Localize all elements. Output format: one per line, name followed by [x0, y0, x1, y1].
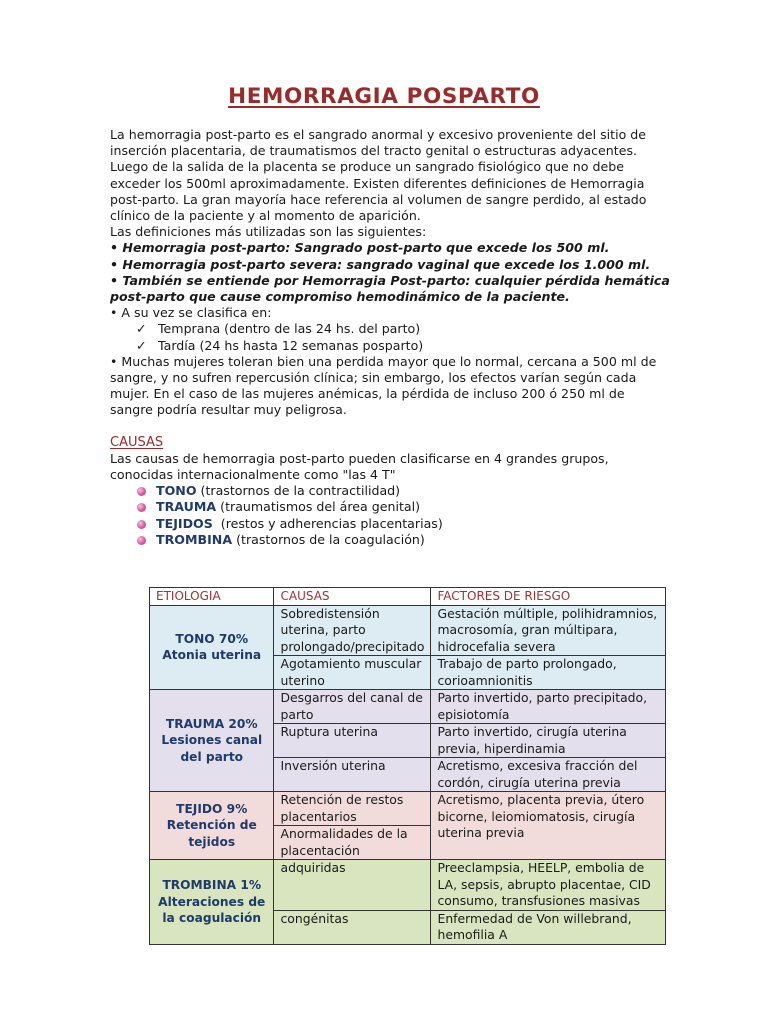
- cause-name: TRAUMA: [156, 499, 217, 515]
- table-header-cell: ETIOLOGIA: [150, 588, 274, 606]
- pink-bullet-icon: [137, 503, 146, 512]
- etiology-table: [149, 587, 666, 945]
- cause-cell: Sobredistensión uterina, parto prolongado/precipitado: [274, 605, 431, 656]
- etiology-cell: [150, 860, 274, 945]
- pink-bullet-icon: [137, 536, 146, 545]
- cause-list-item: [110, 499, 670, 515]
- cause-list-item: [110, 483, 670, 499]
- table-row: [150, 690, 666, 724]
- paragraph: • A su vez se clasifica en:: [110, 305, 272, 321]
- checkmark-icon: ✓: [136, 321, 147, 337]
- cause-cell: Retención de restos placentarios: [274, 792, 431, 826]
- table-row: [150, 860, 666, 911]
- etiology-cell: [150, 792, 274, 860]
- cause-description: (trastornos de la contractilidad): [196, 483, 401, 499]
- check-list-item: [110, 321, 670, 337]
- etiology-description: Alteraciones de la coagulación: [158, 894, 266, 925]
- cause-cell: Agotamiento muscular uterino: [274, 656, 431, 690]
- risk-factor-cell: Acretismo, placenta previa, útero bicorne, leiomiomatosis, cirugía uterina previa: [431, 792, 666, 860]
- risk-factor-cell: Preeclampsia, HEELP, embolia de LA, sepsis, abrupto placentae, CID consumo, transfusiones masivas: [431, 860, 666, 911]
- risk-factor-cell: Parto invertido, parto precipitado, episiotomía: [431, 690, 666, 724]
- checkmark-icon: ✓: [136, 337, 147, 353]
- paragraph: post-parto. La gran mayoría hace referencia al volumen de sangre perdido, al estado clínico de la paciente y al momento de aparición.: [110, 191, 647, 224]
- cause-list-item: [110, 532, 670, 548]
- etiology-label: TRAUMA 20%: [165, 716, 258, 731]
- etiology-description: Atonia uterina: [162, 648, 262, 663]
- table-row: [150, 605, 666, 656]
- etiology-label: TONO 70%: [175, 631, 249, 646]
- section-heading-causas: CAUSAS: [110, 434, 164, 450]
- paragraph: La hemorragia post-parto es el sangrado anormal y excesivo proveniente del sitio de inserción placentaria, de traumatismos del tracto genital o estructuras adyacentes.: [110, 127, 647, 159]
- etiology-cell: [150, 605, 274, 690]
- pink-bullet-icon: [137, 487, 146, 496]
- etiology-label: TROMBINA 1%: [162, 878, 262, 892]
- cause-description: (restos y adherencias placentarias): [212, 515, 443, 531]
- table-header-cell: CAUSAS: [274, 588, 431, 606]
- cause-cell: Desgarros del canal de parto: [274, 690, 431, 724]
- definition-item: • Hemorragia post-parto: Sangrado post-parto que excede los 500 ml.: [110, 240, 610, 256]
- cause-cell: Inversión uterina: [274, 758, 431, 792]
- risk-factor-cell: Gestación múltiple, polihidramnios, macrosomía, gran múltipara, hidrocefalia severa: [431, 605, 666, 656]
- paragraph: Las definiciones más utilizadas son las siguientes:: [110, 224, 427, 240]
- table-header-cell: FACTORES DE RIESGO: [431, 588, 666, 606]
- risk-factor-cell: Enfermedad de Von willebrand, hemofilia A: [431, 910, 666, 944]
- cause-description: (trastornos de la coagulación): [232, 531, 425, 547]
- paragraph: • Muchas mujeres toleran bien una perdida mayor que lo normal, cercana a 500 ml de sangre, y no sufren repercusión clínica; sin embargo, los efectos varían según cada mujer. En el caso de las mujeres anémicas, la pérdida de incluso 200 ó 250 ml de sangre podría resultar muy peligrosa.: [110, 353, 657, 418]
- table-row: [150, 792, 666, 826]
- page-title: HEMORRAGIA POSPARTO: [228, 84, 540, 109]
- etiology-description: Retención de tejidos: [166, 818, 257, 849]
- table-header-row: [150, 588, 666, 606]
- document-body: [110, 127, 670, 548]
- check-list-item: [110, 338, 670, 354]
- paragraph: Las causas de hemorragia post-parto pueden clasificarse en 4 grandes grupos, conocidas internacionalmente como "las 4 T": [110, 450, 609, 483]
- spacer: [110, 419, 670, 435]
- cause-cell: congénitas: [274, 910, 431, 944]
- cause-description: (traumatismos del área genital): [216, 499, 421, 515]
- pink-bullet-icon: [137, 520, 146, 529]
- cause-name: TEJIDOS: [156, 515, 213, 531]
- cause-name: TONO: [156, 483, 197, 499]
- definition-item: • Hemorragia post-parto severa: sangrado vaginal que excede los 1.000 ml.: [110, 256, 651, 272]
- cause-list-item: [110, 516, 670, 532]
- risk-factor-cell: Trabajo de parto prolongado, corioamnionitis: [431, 656, 666, 690]
- paragraph: Luego de la salida de la placenta se produce un sangrado fisiológico que no debe exceder los 500ml aproximadamente. Existen diferentes definiciones de Hemorragia: [110, 159, 645, 191]
- definition-item: • También se entiende por Hemorragia Post-parto: cualquier pérdida hemática post-parto que cause compromiso hemodinámico de la paciente.: [110, 272, 670, 305]
- cause-cell: adquiridas: [274, 860, 431, 911]
- cause-cell: Anormalidades de la placentación: [274, 826, 431, 860]
- check-list-text: Tardía (24 hs hasta 12 semanas posparto): [158, 337, 424, 353]
- cause-name: TROMBINA: [156, 531, 233, 547]
- cause-cell: Ruptura uterina: [274, 724, 431, 758]
- check-list-text: Temprana (dentro de las 24 hs. del parto): [158, 321, 421, 337]
- risk-factor-cell: Acretismo, excesiva fracción del cordón, cirugía uterina previa: [431, 758, 666, 792]
- etiology-label: TEJIDO 9%: [176, 801, 248, 816]
- risk-factor-cell: Parto invertido, cirugía uterina previa, hiperdinamia: [431, 724, 666, 758]
- etiology-description: Lesiones canal del parto: [161, 733, 263, 764]
- etiology-cell: [150, 690, 274, 792]
